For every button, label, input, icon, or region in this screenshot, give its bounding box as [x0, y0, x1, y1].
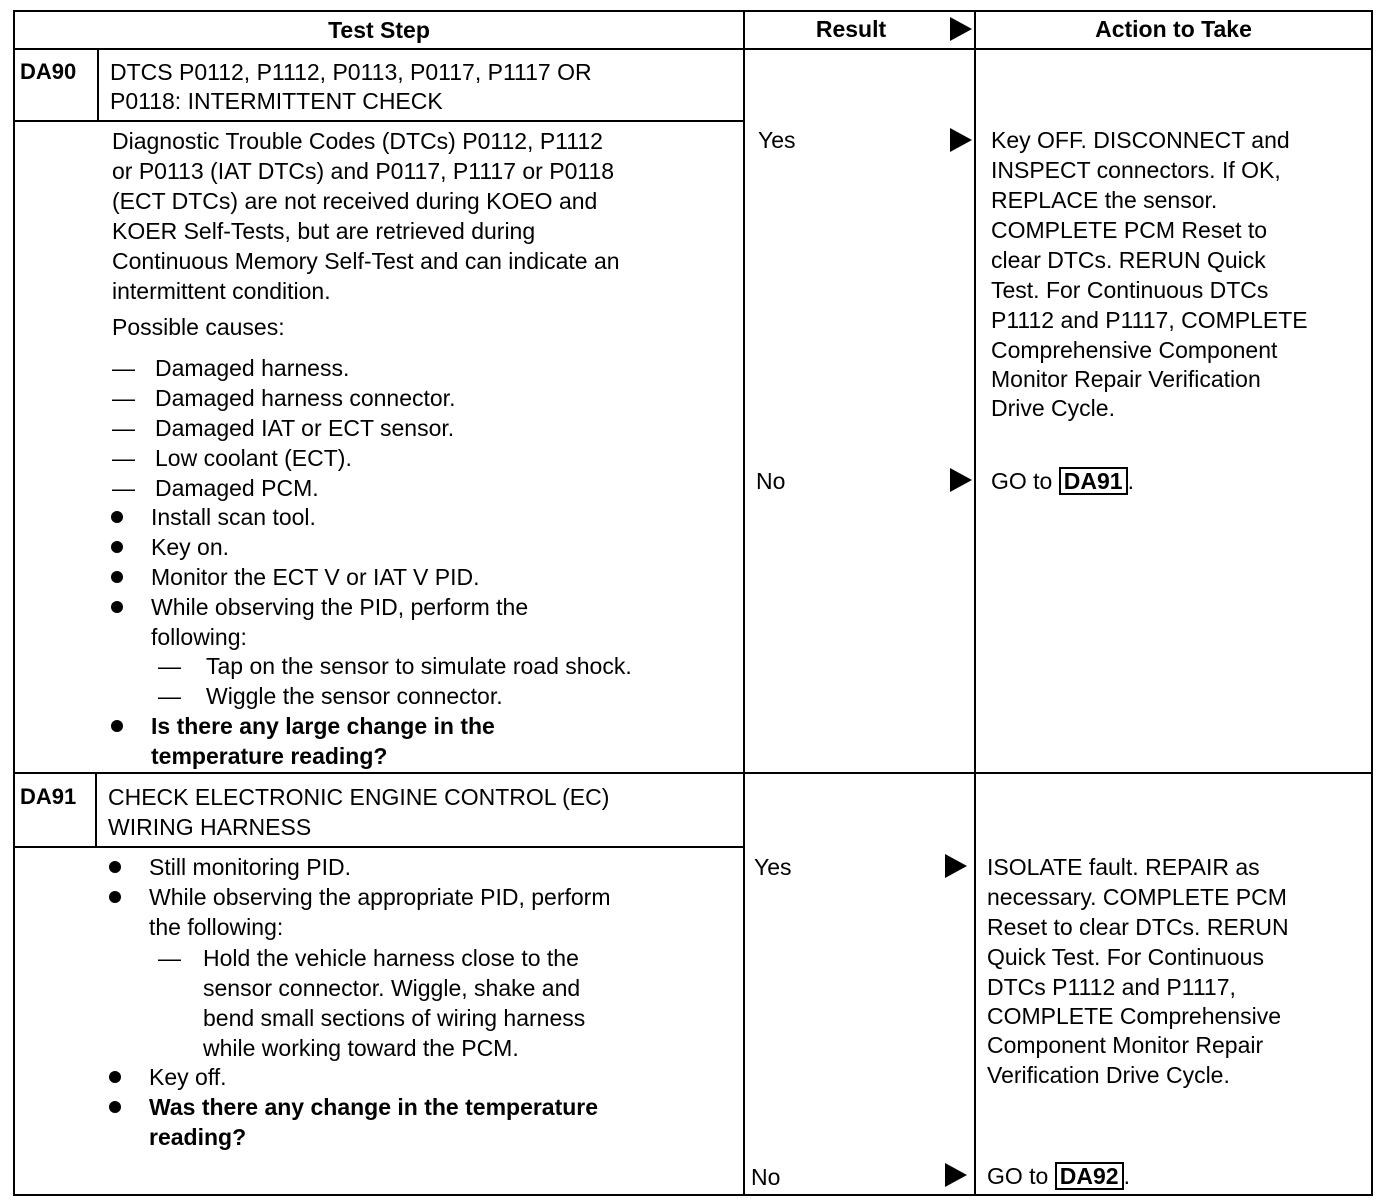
dash-icon: — [112, 445, 135, 471]
da90-yes-action-line: Monitor Repair Verification [991, 366, 1261, 392]
da90-no-label: No [756, 468, 786, 494]
da90-cause-item: Damaged harness connector. [155, 385, 456, 411]
da91-yes-action-line: Quick Test. For Continuous [987, 944, 1264, 970]
period: . [1127, 468, 1134, 494]
step-reference-da92[interactable]: DA92 [1055, 1162, 1124, 1190]
dash-icon: — [112, 355, 135, 381]
da91-code-divider [95, 772, 97, 848]
da91-sub-line: Hold the vehicle harness close to the [203, 945, 579, 971]
da90-yes-action-line: Comprehensive Component [991, 337, 1278, 363]
da91-no-arrow-icon [945, 1163, 967, 1187]
da90-para-line: intermittent condition. [112, 278, 331, 304]
da91-yes-action-line: Component Monitor Repair [987, 1032, 1264, 1058]
da90-step-item: Key on. [151, 534, 229, 560]
da90-yes-arrow-icon [950, 128, 972, 152]
bullet-icon [111, 601, 123, 613]
da90-step-item: following: [151, 624, 247, 650]
step-reference-da91[interactable]: DA91 [1059, 467, 1128, 495]
da91-title-line1: CHECK ELECTRONIC ENGINE CONTROL (EC) [108, 784, 610, 810]
header-bottom-border [13, 48, 1373, 50]
da90-title-line1: DTCS P0112, P1112, P0113, P0117, P1117 OR [110, 59, 592, 85]
table-left-border [13, 10, 15, 1196]
dash-icon: — [158, 683, 181, 709]
da91-sub-line: bend small sections of wiring harness [203, 1005, 586, 1031]
da91-sub-line: sensor connector. Wiggle, shake and [203, 975, 581, 1001]
da90-step-item: Install scan tool. [151, 504, 316, 530]
da90-step-item: Monitor the ECT V or IAT V PID. [151, 564, 480, 590]
table-top-border [13, 10, 1373, 12]
dash-icon: — [158, 653, 181, 679]
header-arrow-icon [950, 17, 972, 41]
da90-causes-label: Possible causes: [112, 314, 285, 340]
da90-yes-action-line: P1112 and P1117, COMPLETE [991, 307, 1308, 333]
section-divider [13, 772, 1373, 774]
da90-no-arrow-icon [950, 468, 972, 492]
da91-question-line1: Was there any change in the temperature [149, 1094, 599, 1120]
da90-yes-action-line: Drive Cycle. [991, 395, 1115, 421]
da91-code: DA91 [20, 784, 77, 809]
da91-no-action [987, 1161, 1130, 1191]
column-divider-result [743, 10, 745, 1196]
da90-code-divider [97, 48, 99, 122]
bullet-icon [109, 1101, 121, 1113]
da91-step2-line2: the following: [149, 914, 284, 940]
bullet-icon [111, 541, 123, 553]
da91-yes-action-line: DTCs P1112 and P1117, [987, 974, 1236, 1000]
da90-para-line: Diagnostic Trouble Codes (DTCs) P0112, P1112 [112, 128, 603, 154]
da91-no-label: No [751, 1164, 781, 1190]
da90-cause-item: Damaged harness. [155, 355, 350, 381]
da91-yes-action-line: ISOLATE fault. REPAIR as [987, 854, 1260, 880]
column-divider-action [974, 10, 976, 1196]
da90-cause-item: Low coolant (ECT). [155, 445, 352, 471]
bullet-icon [109, 891, 121, 903]
da90-cause-item: Damaged PCM. [155, 475, 319, 501]
da90-yes-action-line: clear DTCs. RERUN Quick [991, 247, 1266, 273]
da90-question-line1: Is there any large change in the [151, 713, 495, 739]
da91-step1: Still monitoring PID. [149, 854, 351, 880]
da90-para-line: or P0113 (IAT DTCs) and P0117, P1117 or P0118 [112, 158, 615, 184]
da90-para-line: (ECT DTCs) are not received during KOEO and [112, 188, 598, 214]
table-bottom-border [13, 1194, 1373, 1196]
da90-substep-item: Tap on the sensor to simulate road shock. [206, 653, 632, 679]
period: . [1123, 1163, 1130, 1189]
da90-yes-action-line: COMPLETE PCM Reset to [991, 217, 1268, 243]
da90-yes-label: Yes [758, 127, 796, 153]
header-result: Result [815, 16, 887, 42]
da91-question-line2: reading? [149, 1124, 247, 1150]
go-to-label: GO to [987, 1163, 1049, 1189]
da91-title-bottom-border [13, 846, 745, 848]
da91-title-line2: WIRING HARNESS [108, 814, 312, 840]
da90-cause-item: Damaged IAT or ECT sensor. [155, 415, 455, 441]
header-test-step: Test Step [328, 17, 430, 43]
da91-step2-line1: While observing the appropriate PID, perform [149, 884, 611, 910]
da90-para-line: KOER Self-Tests, but are retrieved during [112, 218, 536, 244]
header-action: Action to Take [1095, 16, 1252, 42]
da90-substep-item: Wiggle the sensor connector. [206, 683, 503, 709]
da91-yes-label: Yes [754, 854, 792, 880]
bullet-icon [109, 861, 121, 873]
dash-icon: — [158, 945, 181, 971]
da90-no-action [991, 466, 1134, 496]
da91-step3: Key off. [149, 1064, 227, 1090]
da91-yes-arrow-icon [945, 854, 967, 878]
dash-icon: — [112, 415, 135, 441]
bullet-icon [109, 1071, 121, 1083]
bullet-icon [111, 571, 123, 583]
da90-para-line: Continuous Memory Self-Test and can indicate an [112, 248, 620, 274]
table-right-border [1371, 10, 1373, 1196]
da91-yes-action-line: COMPLETE Comprehensive [987, 1003, 1281, 1029]
da90-question-line2: temperature reading? [151, 743, 388, 769]
da91-yes-action-line: Reset to clear DTCs. RERUN [987, 914, 1289, 940]
da90-title-line2: P0118: INTERMITTENT CHECK [110, 88, 443, 114]
da90-code: DA90 [20, 59, 77, 84]
dash-icon: — [112, 385, 135, 411]
go-to-label: GO to [991, 468, 1053, 494]
dash-icon: — [112, 475, 135, 501]
da90-step-item: While observing the PID, perform the [151, 594, 529, 620]
da90-yes-action-line: REPLACE the sensor. [991, 187, 1218, 213]
bullet-icon [111, 511, 123, 523]
da91-yes-action-line: Verification Drive Cycle. [987, 1062, 1230, 1088]
da91-sub-line: while working toward the PCM. [203, 1035, 519, 1061]
da90-title-bottom-border [13, 120, 745, 122]
da91-yes-action-line: necessary. COMPLETE PCM [987, 884, 1287, 910]
bullet-icon [111, 720, 123, 732]
da90-yes-action-line: INSPECT connectors. If OK, [991, 157, 1281, 183]
da90-yes-action-line: Key OFF. DISCONNECT and [991, 127, 1290, 153]
da90-yes-action-line: Test. For Continuous DTCs [991, 277, 1269, 303]
